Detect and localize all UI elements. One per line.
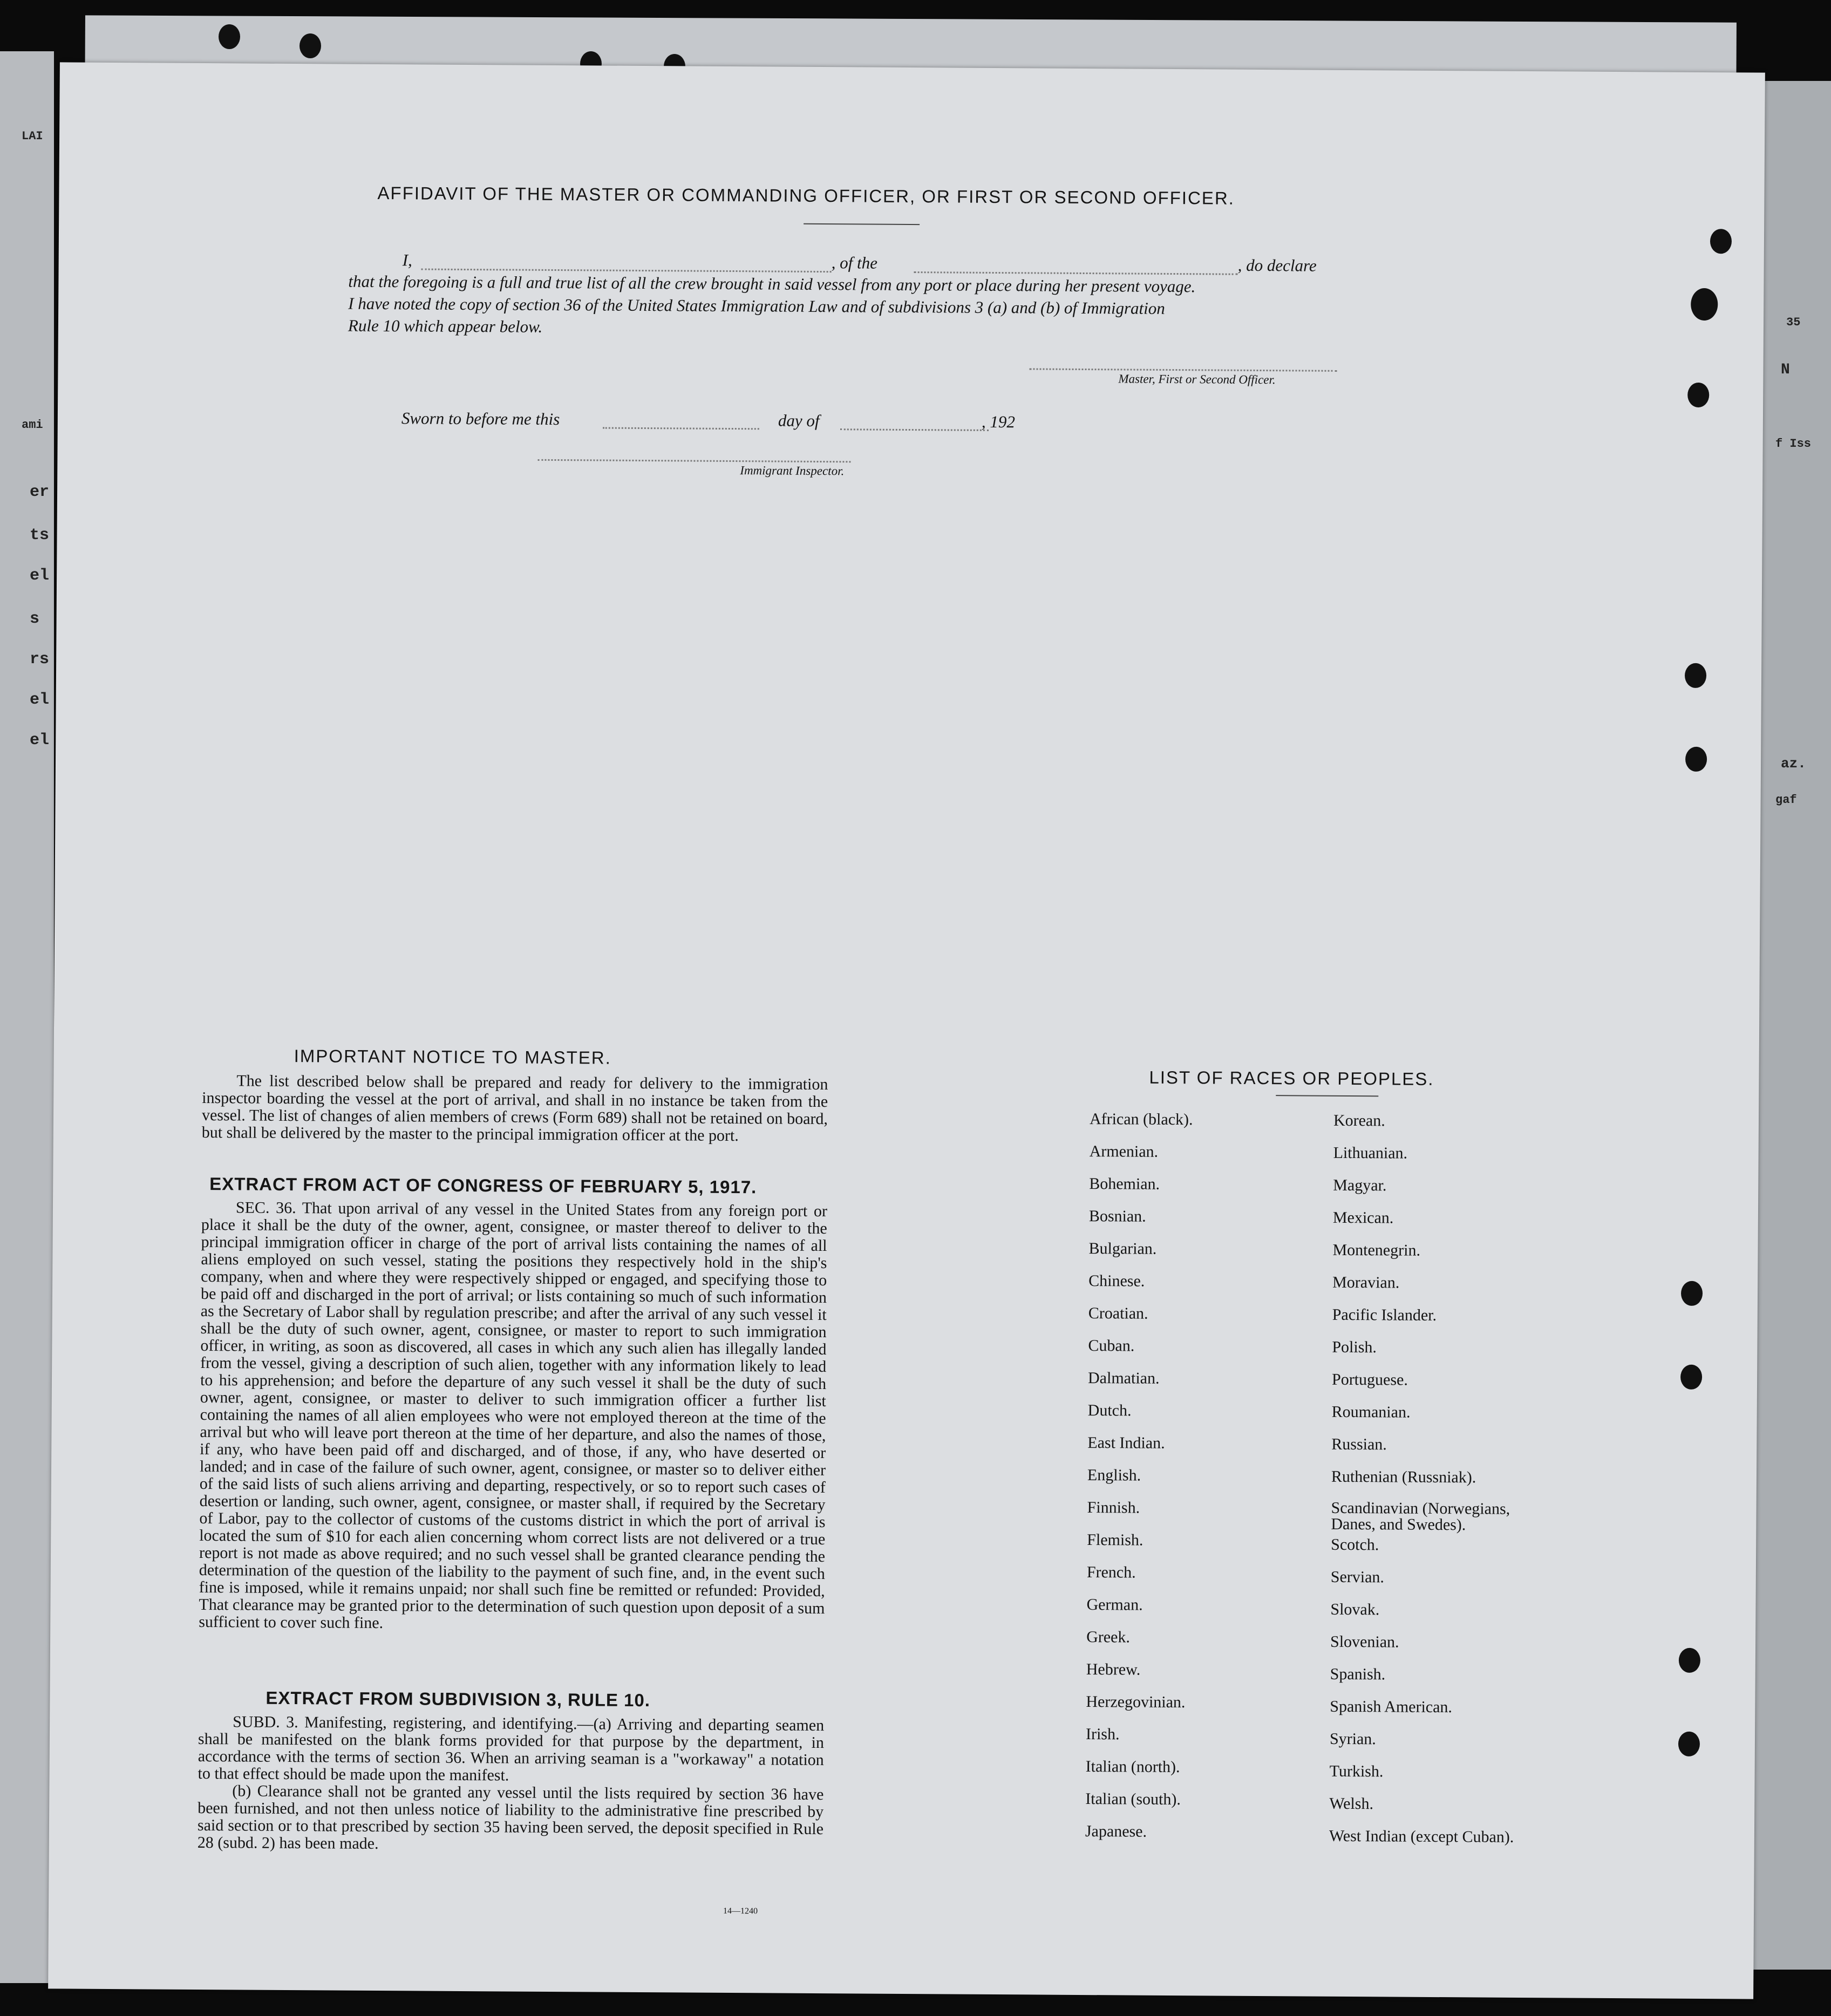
race-item: African (black). [1089,1110,1193,1129]
binder-hole [1678,1732,1700,1756]
race-item: Mexican. [1332,1208,1394,1227]
edge-fragment: s [30,610,40,628]
race-item: Welsh. [1329,1794,1374,1813]
binder-hole [1691,288,1718,321]
binder-hole [300,33,321,58]
race-item: Hebrew. [1086,1660,1141,1679]
affidavit-line-2: that the foregoing is a full and true list of all the crew brought in said vessel from any port or place during her present voyage. [348,271,1196,296]
binder-hole [1679,1648,1700,1673]
race-item: Armenian. [1089,1142,1159,1161]
race-item: Bulgarian. [1088,1239,1157,1258]
race-item: Servian. [1330,1568,1385,1586]
sworn-month-blank [840,428,989,431]
signature-caption: Master, First or Second Officer. [1118,372,1276,387]
race-item: Montenegrin. [1332,1241,1421,1259]
affidavit-title: AFFIDAVIT OF THE MASTER OR COMMANDING OFFICER, OR FIRST OR SECOND OFFICER. [377,182,1235,208]
year-text: , 192 [981,412,1016,432]
race-item: Dalmatian. [1087,1369,1160,1387]
races-title: LIST OF RACES OR PEOPLES. [1149,1067,1434,1089]
binder-hole [1680,1365,1702,1390]
race-item: Greek. [1086,1628,1131,1646]
edge-fragment: f Iss [1775,437,1812,451]
edge-fragment: rs [30,650,50,669]
binder-hole [1687,383,1709,407]
race-item: Irish. [1085,1725,1120,1743]
edge-fragment: er [30,483,50,501]
affidavit-line-4: Rule 10 which appear below. [348,316,543,336]
inspector-signature-line [537,459,850,463]
race-item: Herzegovinian. [1086,1693,1186,1712]
race-item: Turkish. [1329,1762,1384,1781]
race-item: East Indian. [1087,1434,1165,1452]
affidavit-line-3: I have noted the copy of section 36 of the United States Immigration Law and of subdivisions 3 (a) and (b) of Immigration [348,294,1165,318]
race-item: Scotch. [1331,1535,1379,1554]
binder-hole [1710,229,1732,254]
form-number: 14—1240 [723,1906,758,1916]
race-item: Magyar. [1333,1176,1387,1195]
race-item: West Indian (except Cuban). [1329,1827,1514,1846]
binder-hole [219,24,240,49]
race-item: French. [1086,1563,1136,1582]
edge-fragment: el [30,567,50,585]
race-item: Russian. [1331,1435,1387,1454]
rule-body: SUBD. 3. Manifesting, registering, and identifying.—(a) Arriving and departing seamen shall be manifested on the blank forms provided for that purpose by the department, in accordance with the terms of section 36. When an arriving seaman is a "workaway" a notation to that effect should be made upon the manifest. (b) Clearance shall not be granted any vessel until the lists required by section 36 have been furnished, and not then unless notice of liability to the administrative fine prescribed by said section or to that prescribed by section 35 having been served, the deposit specified in Rule 28 (subd. 2) has been made. [197,1713,825,1853]
title-rule [804,223,920,225]
race-item: Scandinavian (Norwegians, Danes, and Swedes). [1331,1499,1510,1534]
signature-line [1029,368,1337,371]
race-item: Slovak. [1330,1600,1380,1619]
form-page [48,62,1765,1999]
left-page-strip [0,51,54,1983]
race-item: German. [1086,1596,1143,1614]
race-item: Spanish. [1330,1665,1386,1684]
edge-fragment: ts [30,526,50,544]
day-of-text: day of [778,411,820,430]
edge-fragment: el [30,691,50,709]
rule-title: EXTRACT FROM SUBDIVISION 3, RULE 10. [266,1687,651,1711]
race-item: Dutch. [1087,1401,1132,1420]
race-item: Cuban. [1088,1337,1135,1355]
edge-fragment: LAI [22,130,43,143]
races-title-rule [1276,1095,1378,1096]
edge-fragment: el [30,731,50,750]
binder-hole [1685,663,1706,688]
race-item: Bohemian. [1089,1175,1160,1193]
race-item: Slovenian. [1330,1632,1399,1651]
race-item: English. [1087,1466,1141,1484]
race-item: Portuguese. [1331,1370,1408,1389]
race-item: Lithuanian. [1333,1143,1408,1162]
affidavit-declare: , do declare [1237,255,1317,275]
notice-title: IMPORTANT NOTICE TO MASTER. [294,1046,611,1068]
race-item: Ruthenian (Russniak). [1331,1467,1476,1487]
sworn-day-blank [603,427,759,430]
race-item: Moravian. [1332,1273,1400,1292]
edge-fragment: gaf [1775,793,1797,807]
race-item: Syrian. [1329,1729,1376,1748]
edge-fragment: 35 [1786,316,1801,329]
race-item: Italian (north). [1085,1758,1180,1776]
race-item: Polish. [1332,1338,1377,1357]
race-item: Bosnian. [1088,1207,1146,1225]
race-item: Finnish. [1087,1499,1140,1517]
name-blank [421,268,832,273]
affidavit-i: I, [402,250,412,270]
notice-body: The list described below shall be prepared and ready for delivery to the immigration inspector boarding the vessel at the port of arrival, and shall in no instance be taken from the vessel. The list of changes of alien members of crews (Form 689) shall not be retained on board, but shall be delivered by the master to the principal immigration officer at the port. [201,1072,828,1145]
edge-fragment: ami [22,418,43,432]
race-item: Pacific Islander. [1332,1305,1437,1325]
edge-fragment: N [1781,362,1790,378]
affidavit-of-the: , of the [831,253,878,273]
act-body: SEC. 36. That upon arrival of any vessel in the United States from any foreign port or place it shall be the duty of the owner, agent, consignee, or master thereof to deliver to the principal immigration officer in charge of the port of arrival lists containing the names of all aliens employed on such vessel, stating the positions they respectively hold in the ship's company, when and where they were respectively shipped or engaged, and specifying those to be paid off and discharged in the port of arrival; or lists containing so much of such information as the Secretary of Labor shall by regulation prescribe; and after the arrival of any such vessel it shall be the duty of such owner, agent, consignee, or master to report to such immigration officer, in writing, as soon as discovered, all cases in which any such alien has illegally landed from the vessel, giving a description of such alien, together with any information likely to lead to his apprehension; and before the departure of any such vessel it shall be the duty of such owner, agent, consignee, or master to deliver to such immigration officer a further list containing the names of all alien employees who were not employed thereon at the time of the arrival but who will leave port thereon at the time of her departure, and also the names of those, if any, who have been paid off and discharged, and of those, if any, who have deserted or landed; and in case of the failure of such owner, agent, consignee, or master so to deliver either of the said lists of such aliens arriving and departing, respectively, or so to report such cases of desertion or landing, such owner, agent, consignee, or master shall, if required by the Secretary of Labor, pay to the collector of customs of the customs district in which the port of arrival is located the sum of $10 for each alien concerning whom correct lists are not delivered or a true report is not made as above required; and no such vessel shall be granted clearance pending the determination of the question of the liability to the payment of such fine, and, in the event such fine is imposed, while it remains unpaid; nor shall such fine be remitted or refunded: Provided, That clearance may be granted prior to the determination of such question upon deposit of a sum sufficient to cover such fine. [199,1198,828,1632]
sworn-text: Sworn to before me this [401,408,560,429]
race-item: Chinese. [1088,1272,1145,1290]
race-item: Flemish. [1087,1531,1143,1549]
race-item: Italian (south). [1085,1790,1181,1809]
race-item: Japanese. [1085,1822,1147,1841]
vessel-blank [914,271,1238,275]
binder-hole [1685,747,1707,772]
race-item: Roumanian. [1331,1402,1411,1421]
binder-hole [1681,1281,1703,1306]
inspector-caption: Immigrant Inspector. [740,464,845,478]
edge-fragment: az. [1781,755,1806,772]
race-item: Spanish American. [1330,1697,1453,1717]
race-item: Croatian. [1088,1304,1148,1323]
act-title: EXTRACT FROM ACT OF CONGRESS OF FEBRUARY 5, 1917. [209,1174,757,1197]
race-item: Korean. [1333,1111,1385,1130]
